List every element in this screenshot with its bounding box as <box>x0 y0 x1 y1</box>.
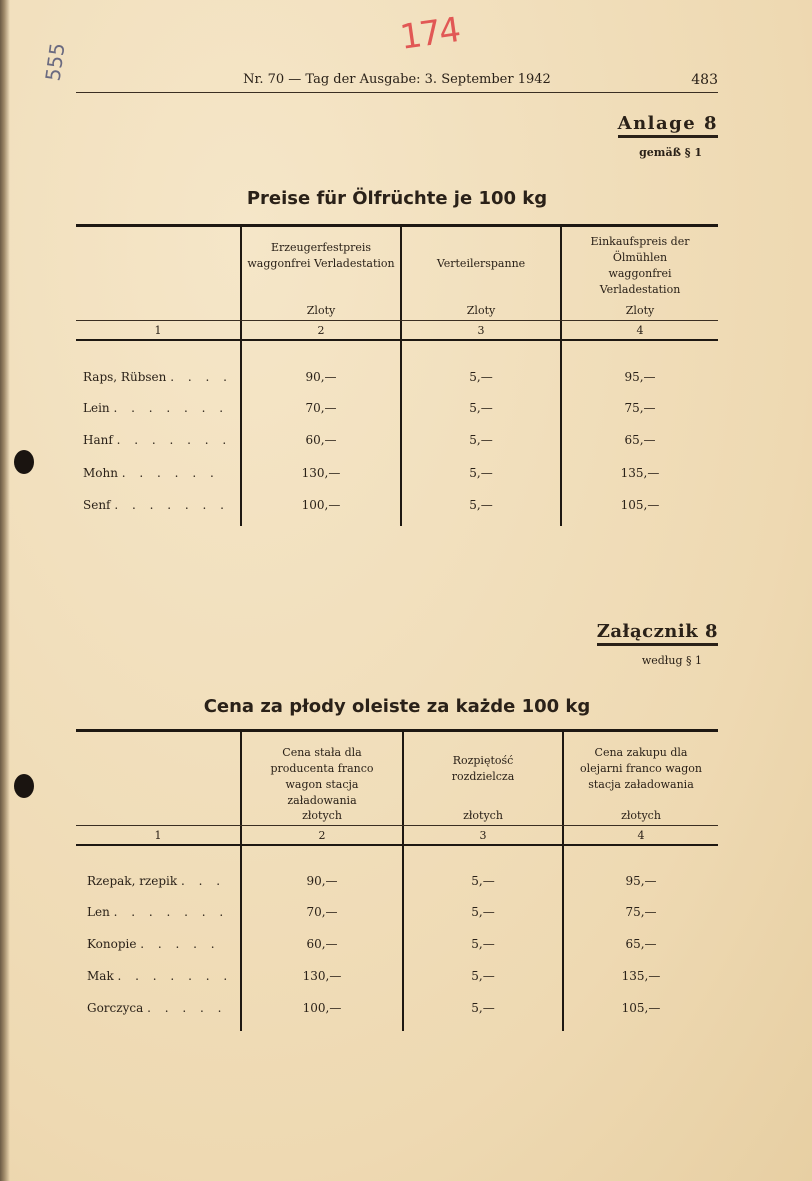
column-number: 3 <box>477 324 485 337</box>
producer-price: 60,— <box>306 937 338 951</box>
row-label: Mohn <box>83 466 118 480</box>
distributor-margin: 5,— <box>469 401 493 415</box>
annex-reference: gemäß § 1 <box>639 146 702 159</box>
annex-reference: według § 1 <box>641 654 702 667</box>
producer-price: 70,— <box>305 401 337 415</box>
column-unit: złotych <box>463 809 503 822</box>
row-label: Rzepak, rzepik <box>87 874 178 888</box>
purchase-price: 75,— <box>625 905 657 919</box>
row-label: Len <box>87 905 110 919</box>
distributor-margin: 5,— <box>469 433 493 447</box>
column-number: 4 <box>636 324 644 337</box>
leader-dots: . . . . . <box>140 937 220 951</box>
row-label: Raps, Rübsen <box>83 370 167 384</box>
column-heading: Einkaufspreis der Ölmühlen waggonfrei Verladestation <box>590 235 690 296</box>
red-pencil-mark: 174 <box>397 10 462 58</box>
leader-dots: . . . . . . . <box>113 905 229 919</box>
producer-price: 130,— <box>302 969 342 983</box>
distributor-margin: 5,— <box>471 874 495 888</box>
page-number: 483 <box>691 72 718 88</box>
leader-dots: . . . . . . . <box>116 433 232 447</box>
column-heading: Cena stała dla producenta franco wagon stacja załadowania <box>270 746 374 807</box>
table-title: Cena za płody oleiste za każde 100 kg <box>203 696 591 717</box>
column-heading: Rozpiętość rozdzielcza <box>451 754 515 783</box>
column-unit: złotych <box>621 809 661 822</box>
distributor-margin: 5,— <box>469 498 493 512</box>
leader-dots: . . . . . . <box>121 466 219 480</box>
row-label: Hanf <box>83 433 113 447</box>
leader-dots: . . . . . . . <box>114 498 229 512</box>
distributor-margin: 5,— <box>471 969 495 983</box>
row-label: Lein <box>83 401 110 415</box>
row-label: Konopie <box>87 937 137 951</box>
row-label: Senf <box>83 498 111 512</box>
distributor-margin: 5,— <box>469 466 493 480</box>
purchase-price: 135,— <box>620 466 660 480</box>
purchase-price: 105,— <box>620 498 660 512</box>
column-number: 1 <box>154 829 162 842</box>
column-heading: Verteilerspanne <box>436 257 526 270</box>
price-table-german <box>76 224 718 526</box>
leader-dots: . . . . . . . <box>117 969 233 983</box>
purchase-price: 95,— <box>625 874 657 888</box>
column-number: 2 <box>318 829 326 842</box>
column-unit: Zloty <box>306 304 336 317</box>
annex-title: Anlage 8 <box>618 113 718 138</box>
row-label: Mak <box>87 969 114 983</box>
page-header <box>76 70 718 93</box>
purchase-price: 75,— <box>624 401 656 415</box>
purchase-price: 65,— <box>625 937 657 951</box>
producer-price: 100,— <box>301 498 341 512</box>
column-number: 1 <box>154 324 162 337</box>
punch-hole <box>14 774 34 798</box>
margin-note: 555 <box>40 41 70 83</box>
producer-price: 90,— <box>306 874 338 888</box>
purchase-price: 65,— <box>624 433 656 447</box>
purchase-price: 95,— <box>624 370 656 384</box>
producer-price: 90,— <box>305 370 337 384</box>
column-unit: Zloty <box>625 304 655 317</box>
column-number: 4 <box>637 829 645 842</box>
annex-title: Załącznik 8 <box>597 621 718 646</box>
leader-dots: . . . . <box>170 370 232 384</box>
row-label: Gorczyca <box>87 1001 144 1015</box>
column-heading: Cena zakupu dla olejarni franco wagon stacja załadowania <box>580 746 702 791</box>
leader-dots: . . . . . <box>147 1001 227 1015</box>
producer-price: 130,— <box>301 466 341 480</box>
distributor-margin: 5,— <box>469 370 493 384</box>
page-edge-shadow <box>0 0 10 1181</box>
distributor-margin: 5,— <box>471 905 495 919</box>
purchase-price: 105,— <box>621 1001 661 1015</box>
column-number: 2 <box>317 324 325 337</box>
column-unit: złotych <box>302 809 342 822</box>
issue-line: Nr. 70 — Tag der Ausgabe: 3. September 1942 <box>243 72 551 87</box>
producer-price: 70,— <box>306 905 338 919</box>
producer-price: 100,— <box>302 1001 342 1015</box>
purchase-price: 135,— <box>621 969 661 983</box>
distributor-margin: 5,— <box>471 937 495 951</box>
price-table-polish <box>76 729 718 1031</box>
distributor-margin: 5,— <box>471 1001 495 1015</box>
table-title: Preise für Ölfrüchte je 100 kg <box>246 188 548 209</box>
leader-dots: . . . . . . . <box>113 401 229 415</box>
producer-price: 60,— <box>305 433 337 447</box>
punch-hole <box>14 450 34 474</box>
column-heading: Erzeugerfestpreis waggonfrei Verladestation <box>247 241 395 270</box>
column-unit: Zloty <box>466 304 496 317</box>
leader-dots: . . . <box>180 874 226 888</box>
column-number: 3 <box>479 829 487 842</box>
